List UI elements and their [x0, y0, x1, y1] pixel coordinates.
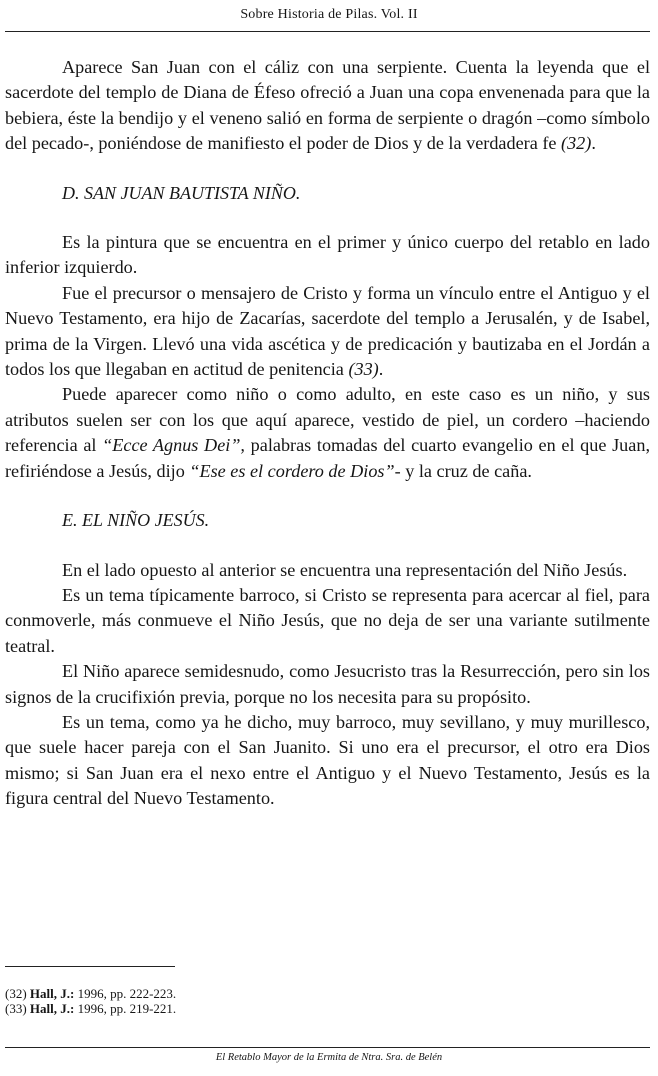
paragraph-precursor: Fue el precursor o mensajero de Cristo y forma un vínculo entre el Antiguo y el Nuevo Testamento, era hijo de Zacarías, sacerdote del templo a Jerusalén, y de Isabel, prima de la Virgen. Llevó una vida ascética y de predicación y bautizaba en el Jordán a todos los que llegaban en actitud de penitencia (33).: [5, 282, 650, 380]
paragraph-san-juan-caliz: Aparece San Juan con el cáliz con una serpiente. Cuenta la leyenda que el sacerdote del templo de Diana de Éfeso ofreció a Juan una copa envenenada para que la bebiera, éste la bendijo y el veneno salió en forma de serpiente o dragón –como símbolo del pecado-, poniéndose de manifiesto el poder de Dios y de la verdadera fe (32).: [5, 57, 650, 154]
paragraph-atributos: Puede aparecer como niño o como adulto, en este caso es un niño, y sus atributos suelen ser con los que aquí aparece, vestido de piel, un cordero –haciendo referencia al “Ecce Agnus Dei”, palabras tomadas del cuarto evangelio en el que Juan, refiriéndose a Jesús, dijo “Ese es el cordero de Dios”- y la cruz de caña.: [5, 384, 650, 481]
quote-cordero-de-dios: “Ese es el cordero de Dios”: [189, 460, 395, 481]
running-footer: El Retablo Mayor de la Ermita de Ntra. Sra. de Belén: [215, 1052, 443, 1063]
paragraph-murillesco: Es un tema, como ya he dicho, muy barroco, muy sevillano, y muy murillesco, que suele hacer pareja con el San Juanito. Si uno era el precursor, el otro era Dios mismo; si San Juan era el nexo entre el Antiguo y el Nuevo Testamento, Jesús es la figura central del Nuevo Testamento.: [5, 711, 650, 809]
main-text: [5, 55, 650, 812]
paragraph-semidesnudo: El Niño aparece semidesnudo, como Jesucristo tras la Resurrección, pero sin los signos de la crucifixión previa, porque no los necesita para su propósito.: [5, 661, 650, 707]
running-header: Sobre Historia de Pilas. Vol. II: [240, 7, 418, 22]
paragraph-tema-barroco: Es un tema típicamente barroco, si Cristo se representa para acercar al fiel, para conmoverle, más conmueve el Niño Jesús, que no deja de ser una variante sutilmente teatral.: [5, 584, 650, 656]
quote-ecce-agnus-dei: “Ecce Agnus Dei”,: [102, 435, 245, 456]
footnote-32: (32) Hall, J.: 1996, pp. 222-223.: [5, 986, 177, 1001]
footer-rule: [5, 1047, 650, 1048]
footnote-33: (33) Hall, J.: 1996, pp. 219-221.: [5, 1000, 177, 1016]
paragraph-pintura-ubicacion: Es la pintura que se encuentra en el primer y único cuerpo del retablo en lado inferior izquierdo.: [5, 232, 650, 278]
paragraph-lado-opuesto: En el lado opuesto al anterior se encuentra una representación del Niño Jesús.: [62, 559, 628, 580]
footnote-ref-32: (32): [561, 133, 592, 154]
section-heading-e: E. EL NIÑO JESÚS.: [62, 510, 210, 531]
footnote-rule: [5, 966, 175, 967]
section-heading-d: D. SAN JUAN BAUTISTA NIÑO.: [62, 182, 301, 203]
footnotes: [5, 987, 405, 1016]
header-rule: [5, 31, 650, 32]
footnote-ref-33: (33): [348, 359, 379, 380]
